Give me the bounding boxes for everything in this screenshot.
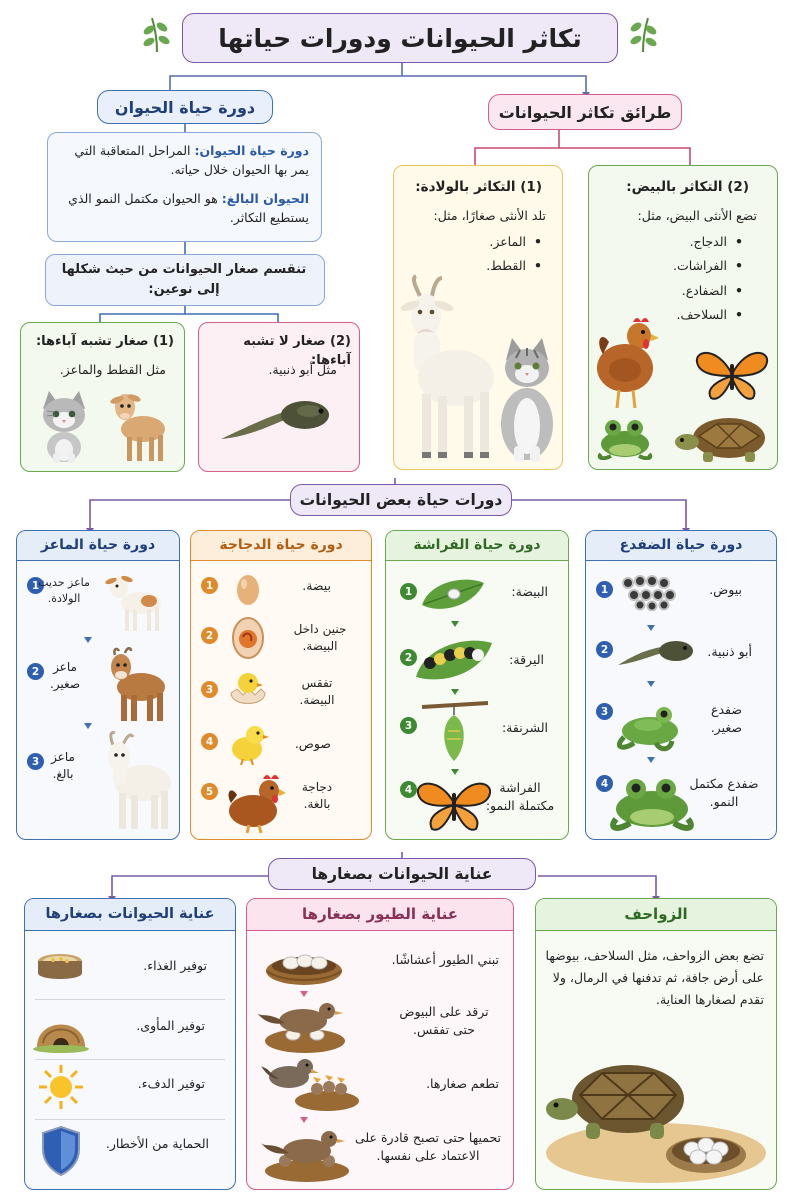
reptiles-title: الزواحف xyxy=(535,898,777,931)
turtle-nest-icon xyxy=(546,1039,768,1185)
birth-text: تلد الأنثى صغارًا، مثل: xyxy=(433,208,546,223)
reptiles-panel xyxy=(535,898,777,1190)
step-arrow xyxy=(84,723,92,729)
frog-stage-label: بيوض. xyxy=(709,582,742,597)
step-number: 3 xyxy=(27,753,44,770)
food-bowl-icon xyxy=(35,947,85,987)
chicken-stage-label: دجاجة بالغة. xyxy=(301,780,333,812)
goat-cycle-title: دورة حياة الماعز xyxy=(16,530,180,561)
butterfly-stage-label: الشرنقة: xyxy=(501,720,548,735)
step-number: 2 xyxy=(400,649,417,666)
birds-care-item: تحميها حتى تصبح قادرة على الاعتماد على نفسها. xyxy=(354,1130,502,1164)
type1-title: (1) صغار تشبه آباءها: xyxy=(35,334,174,349)
eggs-item: • الدجاج. xyxy=(673,230,743,254)
cat-icon xyxy=(494,336,560,464)
eggs-item: • الفراشات. xyxy=(673,254,743,278)
chicken-stage-label: جنين داخل البيضة. xyxy=(293,622,347,654)
step-number: 2 xyxy=(27,663,44,680)
step-number: 1 xyxy=(27,577,44,594)
def2-text: هو الحيوان مكتمل النمو الذي يستطيع التكاثر. xyxy=(68,191,309,226)
bird-protecting-icon xyxy=(257,1121,357,1183)
frog-cycle-panel xyxy=(585,530,777,840)
chicken-cycle-panel xyxy=(190,530,372,840)
leaf-icon-left xyxy=(140,14,174,54)
eggs-title: (2) التكاثر بالبيض: xyxy=(626,179,749,195)
step-number: 1 xyxy=(201,577,218,594)
birds-care-title: عناية الطيور بصغارها xyxy=(246,898,514,931)
birds-care-item: تبني الطيور أعشاشًا. xyxy=(391,952,499,967)
animals-care-item: توفير المأوى. xyxy=(136,1018,205,1033)
adult-frog-icon xyxy=(606,769,696,835)
step-arrow xyxy=(647,757,655,763)
chicken-cycle-title: دورة حياة الدجاجة xyxy=(190,530,372,561)
type2-title: (2) صغار لا تشبه آباءها: xyxy=(243,334,351,368)
bird-incubating-icon xyxy=(257,995,349,1055)
egg-icon xyxy=(233,569,263,609)
goat-icon xyxy=(398,274,498,466)
birds-care-panel xyxy=(246,898,514,1190)
young-frog-icon xyxy=(612,697,688,753)
leaf-icon-right xyxy=(626,14,660,54)
adult-goat-icon xyxy=(99,731,175,833)
newborn-goat-icon xyxy=(105,571,169,633)
chrysalis-icon xyxy=(420,701,490,767)
birth-item: • القطط. xyxy=(486,254,542,278)
eggs-text: تضع الأنثى البيض، مثل: xyxy=(637,208,757,223)
turtle-icon xyxy=(669,410,773,464)
birth-item: • الماعز. xyxy=(486,230,542,254)
butterfly-cycle-panel xyxy=(385,530,569,840)
hatching-chick-icon xyxy=(227,667,269,711)
eggs-item: • الضفادع. xyxy=(673,279,743,303)
reproduction-by-birth xyxy=(393,165,563,470)
butterfly-stage-label: الفراشة مكتملة النمو: xyxy=(485,780,555,814)
bird-feeding-icon xyxy=(261,1051,361,1113)
chicken-stage-label: تفقس البيضة. xyxy=(299,676,335,708)
division-box xyxy=(45,254,325,306)
frog-eggs-icon xyxy=(620,571,680,611)
step-number: 1 xyxy=(400,583,417,600)
eggs-item: • السلاحف. xyxy=(673,303,743,327)
step-number: 1 xyxy=(596,581,613,598)
frog-stage-label: أبو ذنبية. xyxy=(707,644,752,659)
def1-text: المراحل المتعاقبة التي يمر بها الحيوان خلال حياته. xyxy=(74,143,309,178)
step-number: 3 xyxy=(201,681,218,698)
step-number: 3 xyxy=(596,703,613,720)
butterfly-cycle-title: دورة حياة الفراشة xyxy=(385,530,569,561)
adult-hen-icon xyxy=(225,771,287,835)
young-goat-icon xyxy=(101,647,173,723)
animals-care-item: توفير الدفء. xyxy=(137,1076,205,1091)
life-cycle-definitions xyxy=(47,132,322,242)
step-arrow xyxy=(451,621,459,627)
animals-care-item: الحماية من الأخطار. xyxy=(105,1136,209,1151)
chick-icon xyxy=(225,721,271,765)
reproduction-by-eggs xyxy=(588,165,778,470)
sun-icon xyxy=(37,1063,85,1111)
step-number: 2 xyxy=(596,641,613,658)
page-title: تكاثر الحيوانات ودورات حياتها xyxy=(182,13,618,63)
goat-stage-label: ماعز صغير. xyxy=(49,660,81,692)
reproduction-header: طرائق تكاثر الحيوانات xyxy=(488,94,682,130)
chicken-stage-label: صوص. xyxy=(294,736,331,751)
butterfly-stage-label: البيضة: xyxy=(511,584,548,599)
birds-care-item: تطعم صغارها. xyxy=(426,1076,499,1091)
step-arrow xyxy=(451,689,459,695)
step-number: 4 xyxy=(400,781,417,798)
frog-stage-label: ضفدع مكتمل النمو. xyxy=(689,776,759,810)
def1-term: دورة حياة الحيوان: xyxy=(194,143,309,158)
step-number: 5 xyxy=(201,783,218,800)
nest-eggs-icon xyxy=(261,939,347,987)
chicken-stage-label: بيضة. xyxy=(302,578,331,593)
step-arrow xyxy=(647,681,655,687)
division-text: تنقسم صغار الحيوانات من حيث شكلها إلى نوعين: xyxy=(61,262,307,298)
young-resemble-parents xyxy=(20,322,185,472)
type1-text: مثل القطط والماعز. xyxy=(59,362,166,377)
tadpole-icon xyxy=(217,397,337,445)
animals-care-panel xyxy=(24,898,236,1190)
shelter-icon xyxy=(33,1003,89,1053)
goat-stage-label: ماعز بالغ. xyxy=(51,750,75,782)
leaf-egg-icon xyxy=(420,575,486,615)
butterfly-stage-label: اليرقة: xyxy=(509,652,544,667)
care-header: عناية الحيوانات بصغارها xyxy=(268,858,536,890)
frog-cycle-title: دورة حياة الضفدع xyxy=(585,530,777,561)
caterpillar-icon xyxy=(414,633,494,683)
life-cycle-header: دورة حياة الحيوان xyxy=(97,90,273,124)
young-not-resemble-parents xyxy=(198,322,360,472)
butterfly-icon xyxy=(693,344,771,404)
birth-title: (1) التكاثر بالولادة: xyxy=(415,179,542,195)
step-arrow xyxy=(84,637,92,643)
tadpole-stage-icon xyxy=(616,637,696,671)
frog-stage-label: ضفدع صغير. xyxy=(710,702,742,736)
hen-icon xyxy=(595,312,661,412)
baby-goat-icon xyxy=(107,385,177,465)
step-number: 2 xyxy=(201,627,218,644)
reptiles-text: تضع بعض الزواحف، مثل السلاحف، بيوضها على أرض جافة، ثم تدفنها في الرمال، ولا تقدم لصغارها العناية. xyxy=(545,948,764,1007)
step-number: 4 xyxy=(596,775,613,792)
animals-care-title: عناية الحيوانات بصغارها xyxy=(24,898,236,931)
goat-stage-label: ماعز حديث الولادة. xyxy=(38,576,90,605)
frog-icon xyxy=(597,414,653,460)
cycles-header: دورات حياة بعض الحيوانات xyxy=(290,484,512,516)
type2-text: مثل أبو ذنبية. xyxy=(268,362,337,377)
embryo-egg-icon xyxy=(229,615,267,661)
step-number: 3 xyxy=(400,717,417,734)
step-arrow xyxy=(647,625,655,631)
eggs-list xyxy=(673,230,743,328)
adult-butterfly-icon xyxy=(414,775,494,835)
kitten-icon xyxy=(33,387,95,463)
def2-term: الحيوان البالغ: xyxy=(221,191,309,206)
animals-care-item: توفير الغذاء. xyxy=(143,958,207,973)
birds-care-item: ترقد على البيوض حتى تفقس. xyxy=(399,1004,489,1038)
birth-list xyxy=(486,230,542,279)
shield-icon xyxy=(39,1125,83,1177)
step-number: 4 xyxy=(201,733,218,750)
goat-cycle-panel xyxy=(16,530,180,840)
